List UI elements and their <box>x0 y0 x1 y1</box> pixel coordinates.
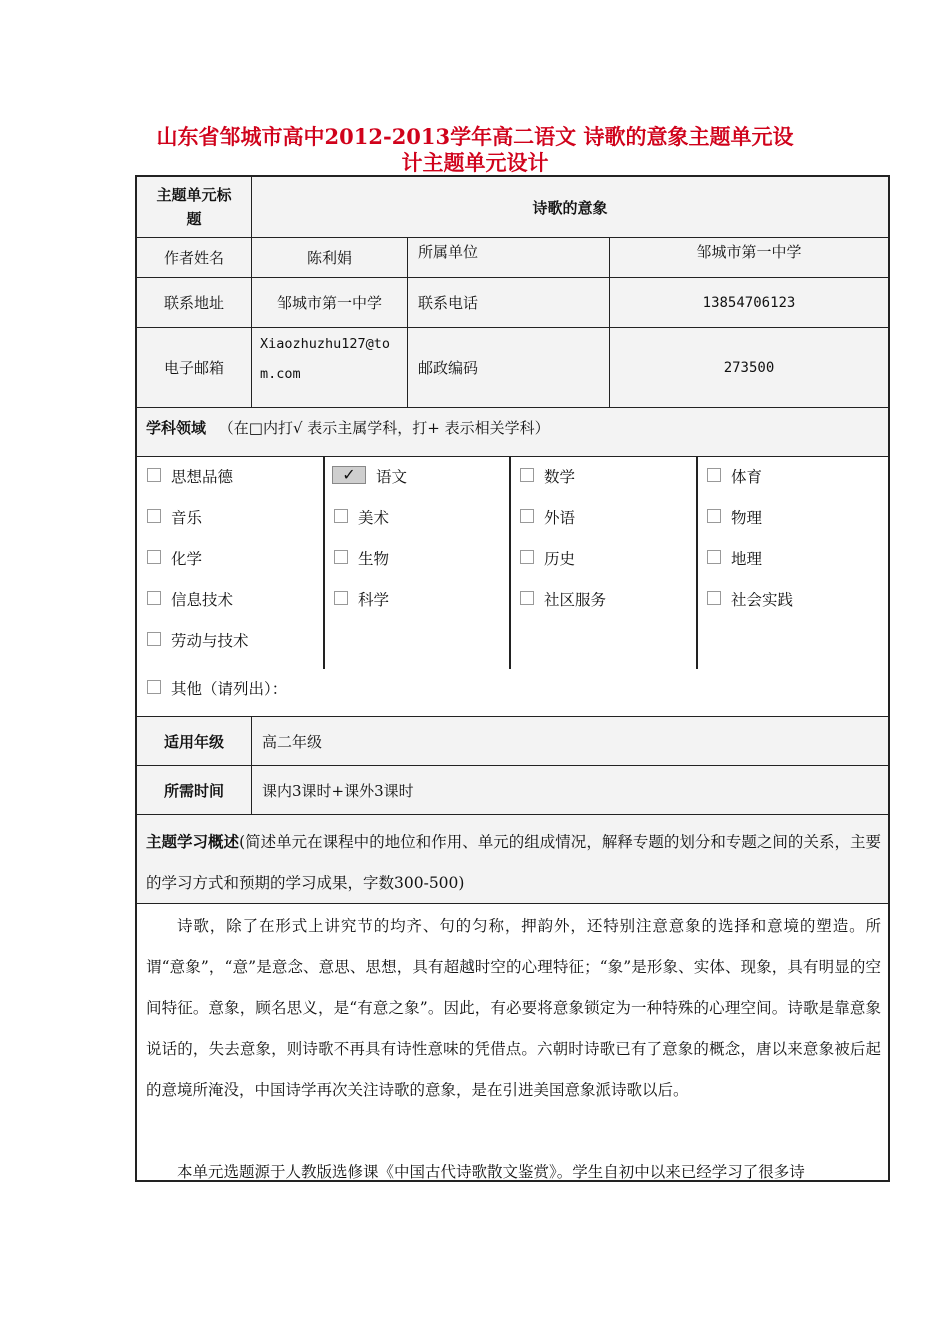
row-subject-checklist <box>137 457 888 717</box>
unit-title-value: 诗歌的意象 <box>251 177 888 237</box>
checkbox-shequfuwu[interactable] <box>520 591 534 605</box>
checkbox-meishu[interactable] <box>334 509 348 523</box>
document-title-line2: 计主题单元设计 <box>401 150 549 175</box>
unit-design-table <box>135 175 890 1182</box>
body-paragraph-2: 本单元选题源于人教版选修课《中国古代诗歌散文鉴赏》。学生自初中以来已经学习了很多诗 <box>177 1163 805 1181</box>
subject-label-checked: 语文 <box>376 468 408 486</box>
checkbox-wuli[interactable] <box>707 509 721 523</box>
checkbox-shuxue[interactable] <box>520 468 534 482</box>
zip-value: 273500 <box>609 328 888 407</box>
row-contact <box>137 278 888 328</box>
checkbox-yinyue[interactable] <box>147 509 161 523</box>
checkbox-shehuishijian[interactable] <box>707 591 721 605</box>
overview-text <box>146 815 881 903</box>
other-label: 其他（请列出）： <box>171 680 288 698</box>
author-label: 作者姓名 <box>163 249 224 267</box>
subject-label: 信息技术 <box>171 591 234 609</box>
email-value-line1: Xiaozhuzhu127@to <box>260 336 391 352</box>
checkbox-sixiangpinde[interactable] <box>147 468 161 482</box>
phone-label: 联系电话 <box>407 278 609 327</box>
grade-label: 适用年级 <box>163 732 224 751</box>
org-label: 所属单位 <box>407 238 609 277</box>
subject-area-label: 学科领域 <box>146 419 207 437</box>
org-value: 邹城市第一中学 <box>609 238 888 277</box>
subject-label: 社会实践 <box>731 591 794 609</box>
subject-label: 历史 <box>544 550 576 568</box>
column-divider <box>696 457 698 669</box>
email-value-line2: m.com <box>260 366 301 382</box>
phone-value: 13854706123 <box>609 278 888 327</box>
checkbox-other[interactable] <box>147 680 161 694</box>
row-overview <box>137 815 888 904</box>
checkbox-waiyu[interactable] <box>520 509 534 523</box>
email-value <box>251 328 407 407</box>
row-grade <box>137 717 888 766</box>
author-value: 陈利娟 <box>251 238 407 277</box>
subject-label: 思想品德 <box>171 468 234 486</box>
address-label: 联系地址 <box>163 294 224 312</box>
subject-label: 地理 <box>731 550 763 568</box>
subject-label: 美术 <box>358 509 390 527</box>
column-divider <box>509 457 511 669</box>
subject-area-note: （在□内打√ 表示主属学科，打+ 表示相关学科） <box>218 419 550 437</box>
grade-value: 高二年级 <box>251 717 888 765</box>
checkbox-laodong[interactable] <box>147 632 161 646</box>
row-time <box>137 766 888 815</box>
subject-label: 生物 <box>358 550 390 568</box>
checkbox-lishi[interactable] <box>520 550 534 564</box>
document-title-line1: 山东省邹城市高中2012-2013学年高二语文 诗歌的意象主题单元设 <box>156 124 794 149</box>
row-subject-area <box>137 408 888 457</box>
checkbox-huaxue[interactable] <box>147 550 161 564</box>
subject-label: 物理 <box>731 509 763 527</box>
subject-label: 数学 <box>544 468 576 486</box>
subject-label: 音乐 <box>171 509 203 527</box>
checkbox-xinxijishu[interactable] <box>147 591 161 605</box>
checkbox-shengwu[interactable] <box>334 550 348 564</box>
subject-area-heading <box>146 417 550 438</box>
row-unit-title <box>137 177 888 238</box>
zip-label: 邮政编码 <box>407 328 609 407</box>
subject-label: 外语 <box>544 509 576 527</box>
email-label: 电子邮箱 <box>163 359 224 377</box>
checkbox-yuwen-checked[interactable]: ✓ <box>332 466 366 484</box>
checkbox-tiyu[interactable] <box>707 468 721 482</box>
overview-hint: (简述单元在课程中的地位和作用、单元的组成情况，解释专题的划分和专题之间的关系，主要的学习方式和预期的学习成果，字数300-500) <box>146 833 881 892</box>
row-author <box>137 238 888 278</box>
subject-label: 体育 <box>731 468 763 486</box>
column-divider <box>323 457 325 669</box>
row-email <box>137 328 888 408</box>
address-value: 邹城市第一中学 <box>251 278 407 327</box>
checkbox-dili[interactable] <box>707 550 721 564</box>
subject-label: 化学 <box>171 550 203 568</box>
subject-label: 劳动与技术 <box>171 632 249 650</box>
time-value: 课内3课时+课外3课时 <box>251 766 888 814</box>
checkbox-kexue[interactable] <box>334 591 348 605</box>
subject-label: 社区服务 <box>544 591 607 609</box>
body-paragraph-1: 诗歌，除了在形式上讲究节的均齐、句的匀称，押韵外，还特别注意意象的选择和意境的塑造。所谓“意象”，“意”是意念、意思、思想，具有超越时空的心理特征；“象”是形象、实体、现象，具有明显的空间特征。意象，顾名思义，是“有意之象”。因此，有必要将意象锁定为一种特殊的心理空间。诗歌是靠意象说话的，失去意象，则诗歌不再具有诗性意味的凭借点。六朝时诗歌已有了意象的概念，唐以来意象被后起的意境所淹没，中国诗学再次关注诗歌的意象，是在引进美国意象派诗歌以后。 <box>146 917 881 1099</box>
subject-label: 科学 <box>358 591 390 609</box>
time-label: 所需时间 <box>163 781 224 800</box>
unit-title-label: 主题单元标题 <box>156 186 232 228</box>
overview-label: 主题学习概述 <box>146 832 240 851</box>
